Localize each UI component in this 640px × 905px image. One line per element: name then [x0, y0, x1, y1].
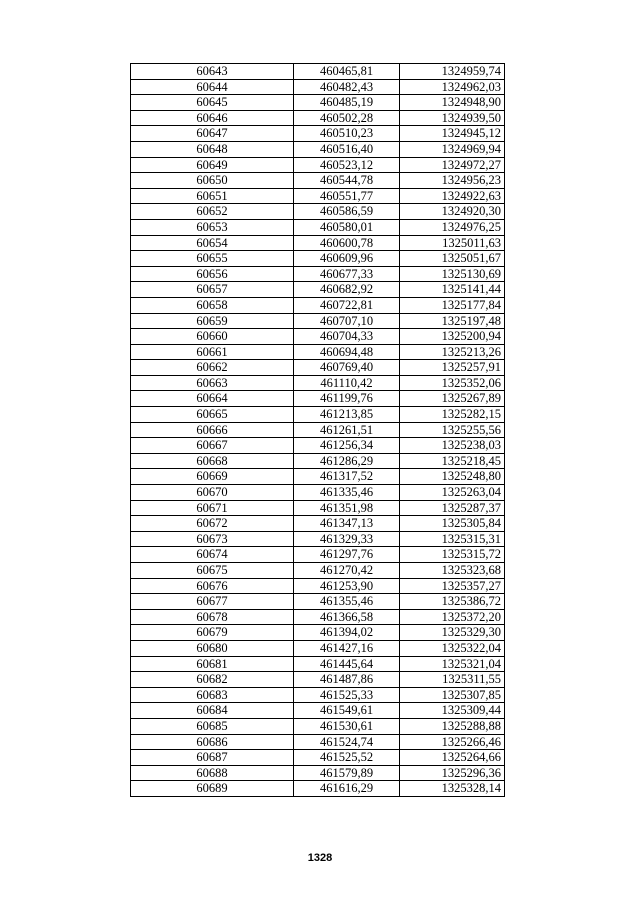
table-row — [131, 79, 505, 95]
table-row — [131, 313, 505, 329]
y-coordinate-cell: 1325248,80 — [400, 469, 505, 485]
x-coordinate-cell: 461110,42 — [294, 375, 400, 391]
table-row — [131, 235, 505, 251]
point-number-cell: 60683 — [131, 687, 294, 703]
table-row — [131, 718, 505, 734]
coordinates-table — [130, 63, 505, 797]
y-coordinate-cell: 1325315,31 — [400, 531, 505, 547]
x-coordinate-cell: 460677,33 — [294, 266, 400, 282]
table-row — [131, 204, 505, 220]
x-coordinate-cell: 461549,61 — [294, 703, 400, 719]
table-row — [131, 173, 505, 189]
x-coordinate-cell: 461351,98 — [294, 500, 400, 516]
x-coordinate-cell: 461335,46 — [294, 485, 400, 501]
y-coordinate-cell: 1324956,23 — [400, 173, 505, 189]
table-row — [131, 563, 505, 579]
table-row — [131, 765, 505, 781]
y-coordinate-cell: 1325321,04 — [400, 656, 505, 672]
x-coordinate-cell: 461355,46 — [294, 594, 400, 610]
y-coordinate-cell: 1324972,27 — [400, 157, 505, 173]
x-coordinate-cell: 460544,78 — [294, 173, 400, 189]
y-coordinate-cell: 1325282,15 — [400, 407, 505, 423]
point-number-cell: 60660 — [131, 329, 294, 345]
table-row — [131, 266, 505, 282]
x-coordinate-cell: 461261,51 — [294, 422, 400, 438]
x-coordinate-cell: 460769,40 — [294, 360, 400, 376]
coordinates-table-body — [131, 64, 505, 797]
x-coordinate-cell: 461329,33 — [294, 531, 400, 547]
point-number-cell: 60650 — [131, 173, 294, 189]
x-coordinate-cell: 460465,81 — [294, 64, 400, 80]
x-coordinate-cell: 461256,34 — [294, 438, 400, 454]
point-number-cell: 60664 — [131, 391, 294, 407]
table-row — [131, 609, 505, 625]
point-number-cell: 60678 — [131, 609, 294, 625]
x-coordinate-cell: 461525,52 — [294, 750, 400, 766]
table-row — [131, 734, 505, 750]
y-coordinate-cell: 1325264,66 — [400, 750, 505, 766]
x-coordinate-cell: 460502,28 — [294, 110, 400, 126]
y-coordinate-cell: 1324948,90 — [400, 95, 505, 111]
y-coordinate-cell: 1325288,88 — [400, 718, 505, 734]
point-number-cell: 60667 — [131, 438, 294, 454]
y-coordinate-cell: 1325352,06 — [400, 375, 505, 391]
table-row — [131, 594, 505, 610]
point-number-cell: 60684 — [131, 703, 294, 719]
point-number-cell: 60657 — [131, 282, 294, 298]
point-number-cell: 60663 — [131, 375, 294, 391]
y-coordinate-cell: 1324962,03 — [400, 79, 505, 95]
point-number-cell: 60649 — [131, 157, 294, 173]
point-number-cell: 60670 — [131, 485, 294, 501]
point-number-cell: 60643 — [131, 64, 294, 80]
x-coordinate-cell: 461427,16 — [294, 640, 400, 656]
y-coordinate-cell: 1325357,27 — [400, 578, 505, 594]
x-coordinate-cell: 461530,61 — [294, 718, 400, 734]
y-coordinate-cell: 1324939,50 — [400, 110, 505, 126]
y-coordinate-cell: 1324945,12 — [400, 126, 505, 142]
table-row — [131, 781, 505, 797]
point-number-cell: 60653 — [131, 219, 294, 235]
y-coordinate-cell: 1325296,36 — [400, 765, 505, 781]
point-number-cell: 60675 — [131, 563, 294, 579]
table-row — [131, 500, 505, 516]
point-number-cell: 60668 — [131, 453, 294, 469]
table-row — [131, 438, 505, 454]
x-coordinate-cell: 460694,48 — [294, 344, 400, 360]
x-coordinate-cell: 461297,76 — [294, 547, 400, 563]
table-row — [131, 110, 505, 126]
x-coordinate-cell: 461616,29 — [294, 781, 400, 797]
page-number: 1328 — [307, 852, 333, 864]
y-coordinate-cell: 1324922,63 — [400, 188, 505, 204]
y-coordinate-cell: 1325141,44 — [400, 282, 505, 298]
table-row — [131, 687, 505, 703]
x-coordinate-cell: 461525,33 — [294, 687, 400, 703]
y-coordinate-cell: 1325213,26 — [400, 344, 505, 360]
y-coordinate-cell: 1325266,46 — [400, 734, 505, 750]
point-number-cell: 60665 — [131, 407, 294, 423]
point-number-cell: 60666 — [131, 422, 294, 438]
table-row — [131, 360, 505, 376]
table-row — [131, 126, 505, 142]
point-number-cell: 60671 — [131, 500, 294, 516]
point-number-cell: 60652 — [131, 204, 294, 220]
x-coordinate-cell: 461487,86 — [294, 672, 400, 688]
point-number-cell: 60644 — [131, 79, 294, 95]
y-coordinate-cell: 1325177,84 — [400, 297, 505, 313]
x-coordinate-cell: 460704,33 — [294, 329, 400, 345]
x-coordinate-cell: 460523,12 — [294, 157, 400, 173]
point-number-cell: 60646 — [131, 110, 294, 126]
point-number-cell: 60673 — [131, 531, 294, 547]
point-number-cell: 60672 — [131, 516, 294, 532]
x-coordinate-cell: 460586,59 — [294, 204, 400, 220]
x-coordinate-cell: 460551,77 — [294, 188, 400, 204]
y-coordinate-cell: 1325267,89 — [400, 391, 505, 407]
table-row — [131, 516, 505, 532]
table-row — [131, 188, 505, 204]
table-row — [131, 485, 505, 501]
x-coordinate-cell: 461213,85 — [294, 407, 400, 423]
y-coordinate-cell: 1325305,84 — [400, 516, 505, 532]
y-coordinate-cell: 1325263,04 — [400, 485, 505, 501]
point-number-cell: 60658 — [131, 297, 294, 313]
x-coordinate-cell: 460510,23 — [294, 126, 400, 142]
point-number-cell: 60680 — [131, 640, 294, 656]
point-number-cell: 60687 — [131, 750, 294, 766]
x-coordinate-cell: 460482,43 — [294, 79, 400, 95]
table-row — [131, 640, 505, 656]
table-row — [131, 547, 505, 563]
x-coordinate-cell: 460600,78 — [294, 235, 400, 251]
table-row — [131, 329, 505, 345]
x-coordinate-cell: 461445,64 — [294, 656, 400, 672]
y-coordinate-cell: 1325200,94 — [400, 329, 505, 345]
x-coordinate-cell: 460707,10 — [294, 313, 400, 329]
point-number-cell: 60669 — [131, 469, 294, 485]
y-coordinate-cell: 1325307,85 — [400, 687, 505, 703]
x-coordinate-cell: 461253,90 — [294, 578, 400, 594]
table-row — [131, 407, 505, 423]
y-coordinate-cell: 1325311,55 — [400, 672, 505, 688]
table-row — [131, 750, 505, 766]
table-row — [131, 625, 505, 641]
point-number-cell: 60648 — [131, 141, 294, 157]
table-row — [131, 95, 505, 111]
table-row — [131, 469, 505, 485]
x-coordinate-cell: 460609,96 — [294, 251, 400, 267]
x-coordinate-cell: 461270,42 — [294, 563, 400, 579]
table-row — [131, 251, 505, 267]
x-coordinate-cell: 461579,89 — [294, 765, 400, 781]
x-coordinate-cell: 461524,74 — [294, 734, 400, 750]
y-coordinate-cell: 1325309,44 — [400, 703, 505, 719]
y-coordinate-cell: 1325329,30 — [400, 625, 505, 641]
y-coordinate-cell: 1325322,04 — [400, 640, 505, 656]
table-row — [131, 344, 505, 360]
x-coordinate-cell: 461347,13 — [294, 516, 400, 532]
table-row — [131, 375, 505, 391]
y-coordinate-cell: 1325328,14 — [400, 781, 505, 797]
table-row — [131, 531, 505, 547]
point-number-cell: 60679 — [131, 625, 294, 641]
y-coordinate-cell: 1325255,56 — [400, 422, 505, 438]
x-coordinate-cell: 461366,58 — [294, 609, 400, 625]
y-coordinate-cell: 1325257,91 — [400, 360, 505, 376]
point-number-cell: 60677 — [131, 594, 294, 610]
point-number-cell: 60661 — [131, 344, 294, 360]
table-row — [131, 672, 505, 688]
point-number-cell: 60685 — [131, 718, 294, 734]
x-coordinate-cell: 460485,19 — [294, 95, 400, 111]
table-row — [131, 703, 505, 719]
x-coordinate-cell: 460516,40 — [294, 141, 400, 157]
y-coordinate-cell: 1325315,72 — [400, 547, 505, 563]
y-coordinate-cell: 1324959,74 — [400, 64, 505, 80]
point-number-cell: 60674 — [131, 547, 294, 563]
y-coordinate-cell: 1325051,67 — [400, 251, 505, 267]
point-number-cell: 60651 — [131, 188, 294, 204]
y-coordinate-cell: 1325130,69 — [400, 266, 505, 282]
table-row — [131, 141, 505, 157]
x-coordinate-cell: 461199,76 — [294, 391, 400, 407]
y-coordinate-cell: 1325197,48 — [400, 313, 505, 329]
point-number-cell: 60647 — [131, 126, 294, 142]
y-coordinate-cell: 1325238,03 — [400, 438, 505, 454]
point-number-cell: 60686 — [131, 734, 294, 750]
y-coordinate-cell: 1324920,30 — [400, 204, 505, 220]
table-row — [131, 656, 505, 672]
table-row — [131, 297, 505, 313]
x-coordinate-cell: 460682,92 — [294, 282, 400, 298]
y-coordinate-cell: 1324976,25 — [400, 219, 505, 235]
x-coordinate-cell: 461286,29 — [294, 453, 400, 469]
point-number-cell: 60676 — [131, 578, 294, 594]
table-row — [131, 64, 505, 80]
table-row — [131, 422, 505, 438]
x-coordinate-cell: 460580,01 — [294, 219, 400, 235]
point-number-cell: 60662 — [131, 360, 294, 376]
x-coordinate-cell: 461394,02 — [294, 625, 400, 641]
table-row — [131, 453, 505, 469]
point-number-cell: 60659 — [131, 313, 294, 329]
y-coordinate-cell: 1325287,37 — [400, 500, 505, 516]
x-coordinate-cell: 460722,81 — [294, 297, 400, 313]
table-row — [131, 219, 505, 235]
y-coordinate-cell: 1325372,20 — [400, 609, 505, 625]
point-number-cell: 60655 — [131, 251, 294, 267]
y-coordinate-cell: 1325218,45 — [400, 453, 505, 469]
table-row — [131, 157, 505, 173]
point-number-cell: 60682 — [131, 672, 294, 688]
point-number-cell: 60688 — [131, 765, 294, 781]
table-row — [131, 282, 505, 298]
y-coordinate-cell: 1325323,68 — [400, 563, 505, 579]
point-number-cell: 60654 — [131, 235, 294, 251]
y-coordinate-cell: 1324969,94 — [400, 141, 505, 157]
point-number-cell: 60681 — [131, 656, 294, 672]
point-number-cell: 60689 — [131, 781, 294, 797]
table-row — [131, 578, 505, 594]
y-coordinate-cell: 1325386,72 — [400, 594, 505, 610]
x-coordinate-cell: 461317,52 — [294, 469, 400, 485]
point-number-cell: 60656 — [131, 266, 294, 282]
y-coordinate-cell: 1325011,63 — [400, 235, 505, 251]
point-number-cell: 60645 — [131, 95, 294, 111]
table-row — [131, 391, 505, 407]
